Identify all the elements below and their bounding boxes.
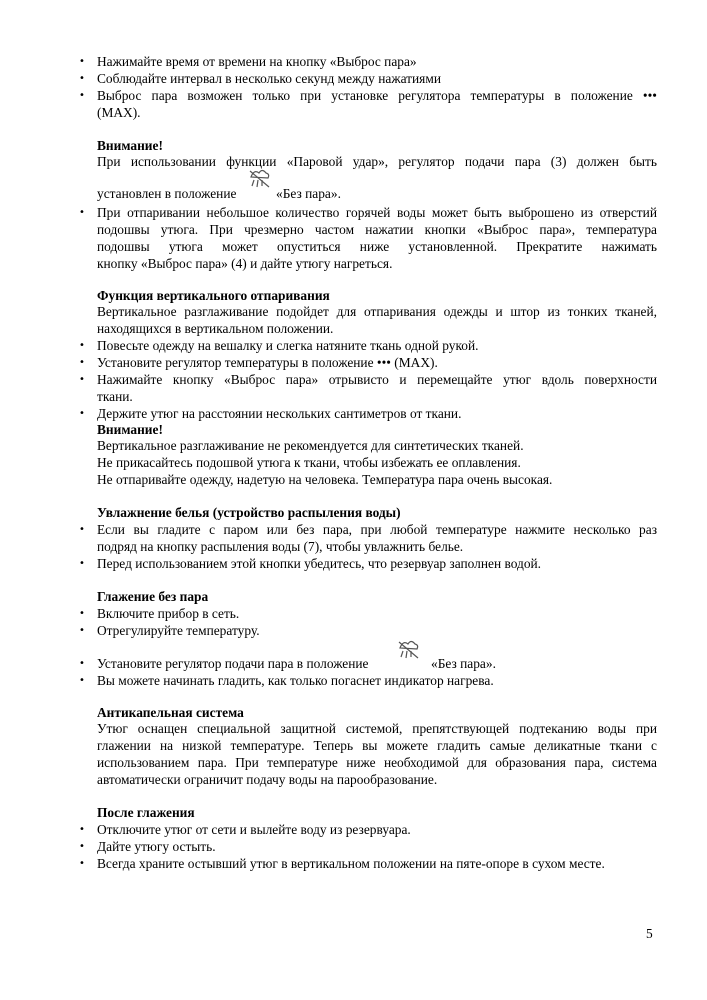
attention-text-line-1: При использовании функции «Паровой удар», регулятор подачи пара (3) должен быть [97,154,657,169]
intro-bullet-4-line-2: подошвы утюга. При чрезмерно частом нажатии кнопки «Выброс пара», температура [97,222,657,237]
bullet: • [79,858,85,869]
spray-bullet-1-line-1: Если вы гладите с паром или без пара, при любой температуре нажмите несколько раз [97,522,657,537]
vertical-attention-line-1: Вертикальное разглаживание не рекомендуется для синтетических тканей. [97,438,524,453]
bullet: • [79,658,85,669]
bullet: • [79,56,85,67]
bullet: • [79,207,85,218]
vertical-bullet-1: Повесьте одежду на вешалку и слегка натяните ткань одной рукой. [97,338,479,353]
bullet: • [79,340,85,351]
bullet: • [79,608,85,619]
bullet: • [79,524,85,535]
spray-bullet-2: Перед использованием этой кнопки убедитесь, что резервуар заполнен водой. [97,556,542,571]
antidrip-line-1: Утюг оснащен специальной защитной системой, препятствующей подтеканию воды при [97,721,657,736]
no-steam-icon [395,638,421,660]
intro-bullet-4-line-4: кнопку «Выброс пара» (4) и дайте утюгу нагреться. [97,256,393,271]
after-bullet-1: Отключите утюг от сети и вылейте воду из резервуара. [97,822,411,837]
after-bullet-3: Всегда храните остывший утюг в вертикальном положении на пяте-опоре в сухом месте. [97,856,605,871]
vertical-bullet-2: Установите регулятор температуры в положение ••• (MAX). [97,355,438,370]
intro-bullet-2: Соблюдайте интервал в несколько секунд между нажатиями [97,71,441,86]
dry-bullet-1: Включите прибор в сеть. [97,606,240,621]
page-number: 5 [646,926,653,941]
vertical-bullet-3-line-2: ткани. [97,389,133,404]
bullet: • [79,73,85,84]
bullet: • [79,841,85,852]
vertical-para-line-1: Вертикальное разглаживание подойдет для отпаривания одежды и штор из тонких тканей, [97,304,657,319]
bullet: • [79,90,85,101]
vertical-bullet-4: Держите утюг на расстоянии нескольких сантиметров от ткани. [97,406,462,421]
antidrip-line-2: глажении на низкой температуре. Теперь вы можете гладить самые деликатные ткани с [97,738,657,753]
after-heading: После глажения [97,805,195,820]
spray-heading: Увлажнение белья (устройство распыления воды) [97,505,401,520]
attention-heading: Внимание! [97,138,163,153]
vertical-heading: Функция вертикального отпаривания [97,288,330,303]
dry-bullet-3b: «Без пара». [431,656,496,671]
bullet: • [79,408,85,419]
intro-bullet-4-line-3: подошвы утюга может опуститься ниже установленной. Прекратите нажимать [97,239,657,254]
vertical-para-line-2: находящихся в вертикальном положении. [97,321,334,336]
dry-bullet-2: Отрегулируйте температуру. [97,623,260,638]
antidrip-line-4: автоматически ограничит подачу воды на парообразование. [97,772,438,787]
intro-bullet-3-line-1: Выброс пара возможен только при установке регулятора температуры в положение ••• [97,88,657,103]
intro-bullet-1: Нажимайте время от времени на кнопку «Выброс пара» [97,54,417,69]
intro-bullet-4-line-1: При отпаривании небольшое количество горячей воды может быть выброшено из отверстий [97,205,657,220]
intro-bullet-3-line-2: (MAX). [97,105,141,120]
vertical-attention-line-2: Не прикасайтесь подошвой утюга к ткани, чтобы избежать ее оплавления. [97,455,521,470]
after-bullet-2: Дайте утюгу остыть. [97,839,216,854]
antidrip-line-3: использованием пара. При температуре ниже необходимой для образования пара, система [97,755,657,770]
spray-bullet-1-line-2: подряд на кнопку распыления воды (7), чтобы увлажнить белье. [97,539,464,554]
vertical-attention-line-3: Не отпаривайте одежду, надетую на человека. Температура пара очень высокая. [97,472,553,487]
bullet: • [79,675,85,686]
vertical-bullet-3-line-1: Нажимайте кнопку «Выброс пара» отрывисто и перемещайте утюг вдоль поверхности [97,372,657,387]
bullet: • [79,558,85,569]
bullet: • [79,357,85,368]
attention-text-line-2b: «Без пара». [276,186,341,201]
dry-heading: Глажение без пара [97,589,209,604]
antidrip-heading: Антикапельная система [97,705,244,720]
attention-text-line-2a: установлен в положение [97,186,237,201]
bullet: • [79,374,85,385]
dry-bullet-4: Вы можете начинать гладить, как только погаснет индикатор нагрева. [97,673,494,688]
bullet: • [79,625,85,636]
vertical-attention-heading: Внимание! [97,422,163,437]
bullet: • [79,824,85,835]
dry-bullet-3a: Установите регулятор подачи пара в положение [97,656,369,671]
no-steam-icon [246,167,272,189]
